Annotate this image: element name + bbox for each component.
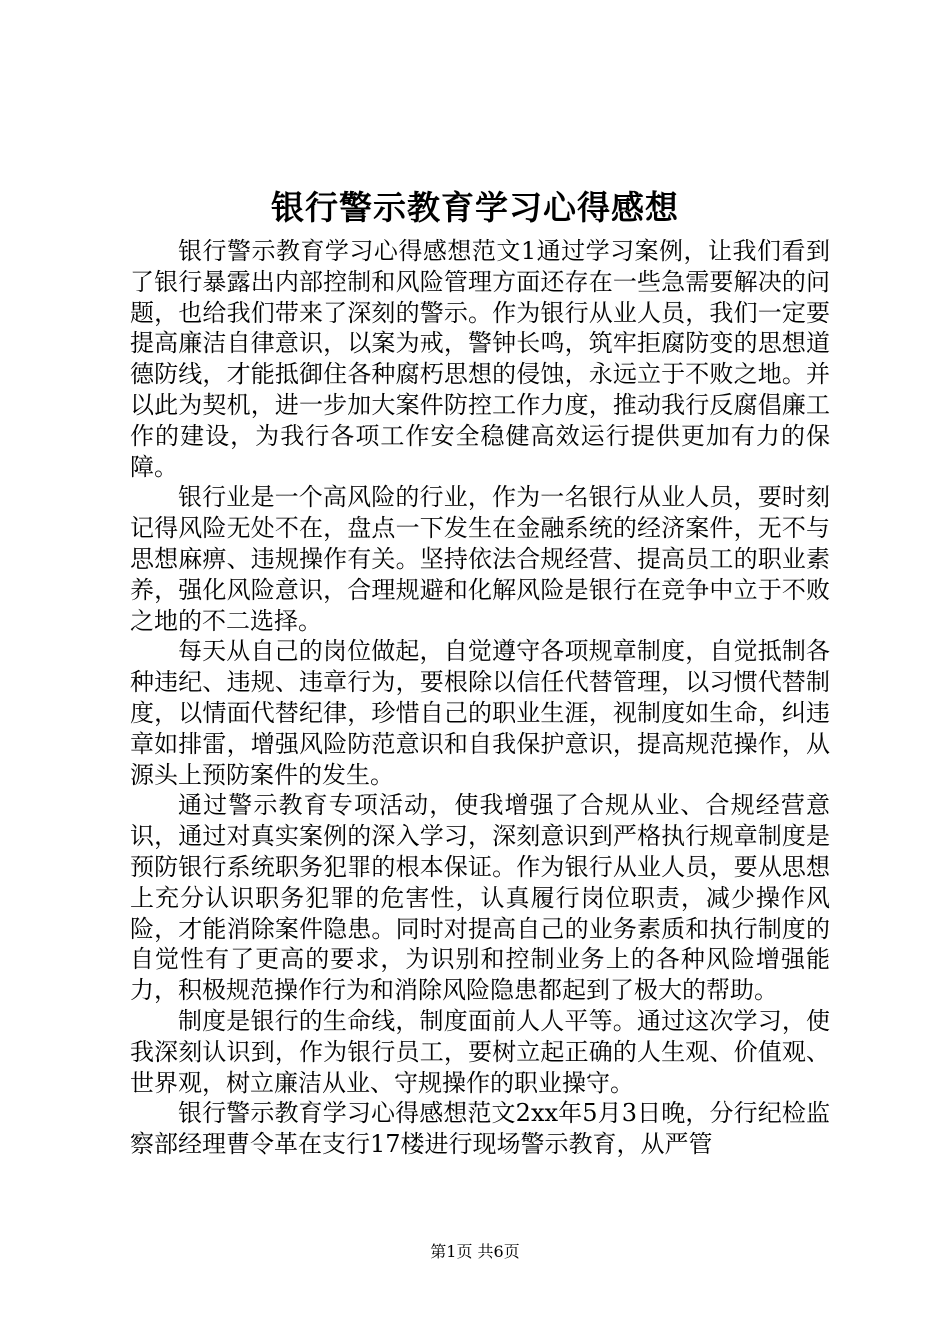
document-title: 银行警示教育学习心得感想 — [271, 188, 679, 227]
paragraph-4: 通过警示教育专项活动，使我增强了合规从业、合规经营意识，通过对真实案例的深入学习，深刻意识到严格执行规章制度是预防银行系统职务犯罪的根本保证。作为银行从业人员，要从思想上充分认识职务犯罪的危害性，认真履行岗位职责，减少操作风险，才能消除案件隐患。同时对提高自己的业务素质和执行制度的自觉性有了更高的要求，为识别和控制业务上的各种风险增强能力，积极规范操作行为和消除风险隐患都起到了极大的帮助。 — [130, 791, 830, 1005]
paragraph-1: 银行警示教育学习心得感想范文1通过学习案例，让我们看到了银行暴露出内部控制和风险管理方面还存在一些急需要解决的问题，也给我们带来了深刻的警示。作为银行从业人员，我们一定要提高廉洁自律意识，以案为戒，警钟长鸣，筑牢拒腐防变的思想道德防线，才能抵御住各种腐朽思想的侵蚀，永远立于不败之地。并以此为契机，进一步加大案件防控工作力度，推动我行反腐倡廉工作的建设，为我行各项工作安全稳健高效运行提供更加有力的保障。 — [130, 237, 830, 481]
paragraph-2: 银行业是一个高风险的行业，作为一名银行从业人员，要时刻记得风险无处不在，盘点一下发生在金融系统的经济案件，无不与思想麻痹、违规操作有关。坚持依法合规经营、提高员工的职业素养，强化风险意识，合理规避和化解风险是银行在竞争中立于不败之地的不二选择。 — [130, 483, 830, 635]
document-body — [130, 236, 830, 1160]
page-number-footer: 第1页 共6页 — [430, 1242, 520, 1261]
paragraph-6: 银行警示教育学习心得感想范文2xx年5月3日晚，分行纪检监察部经理曹令革在支行17楼进行现场警示教育，从严管 — [130, 1099, 830, 1159]
paragraph-3: 每天从自己的岗位做起，自觉遵守各项规章制度，自觉抵制各种违纪、违规、违章行为，要根除以信任代替管理，以习惯代替制度，以情面代替纪律，珍惜自己的职业生涯，视制度如生命，纠违章如排雷，增强风险防范意识和自我保护意识，提高规范操作，从源头上预防案件的发生。 — [130, 637, 830, 789]
paragraph-5: 制度是银行的生命线，制度面前人人平等。通过这次学习，使我深刻认识到，作为银行员工，要树立起正确的人生观、价值观、世界观，树立廉洁从业、守规操作的职业操守。 — [130, 1006, 830, 1097]
